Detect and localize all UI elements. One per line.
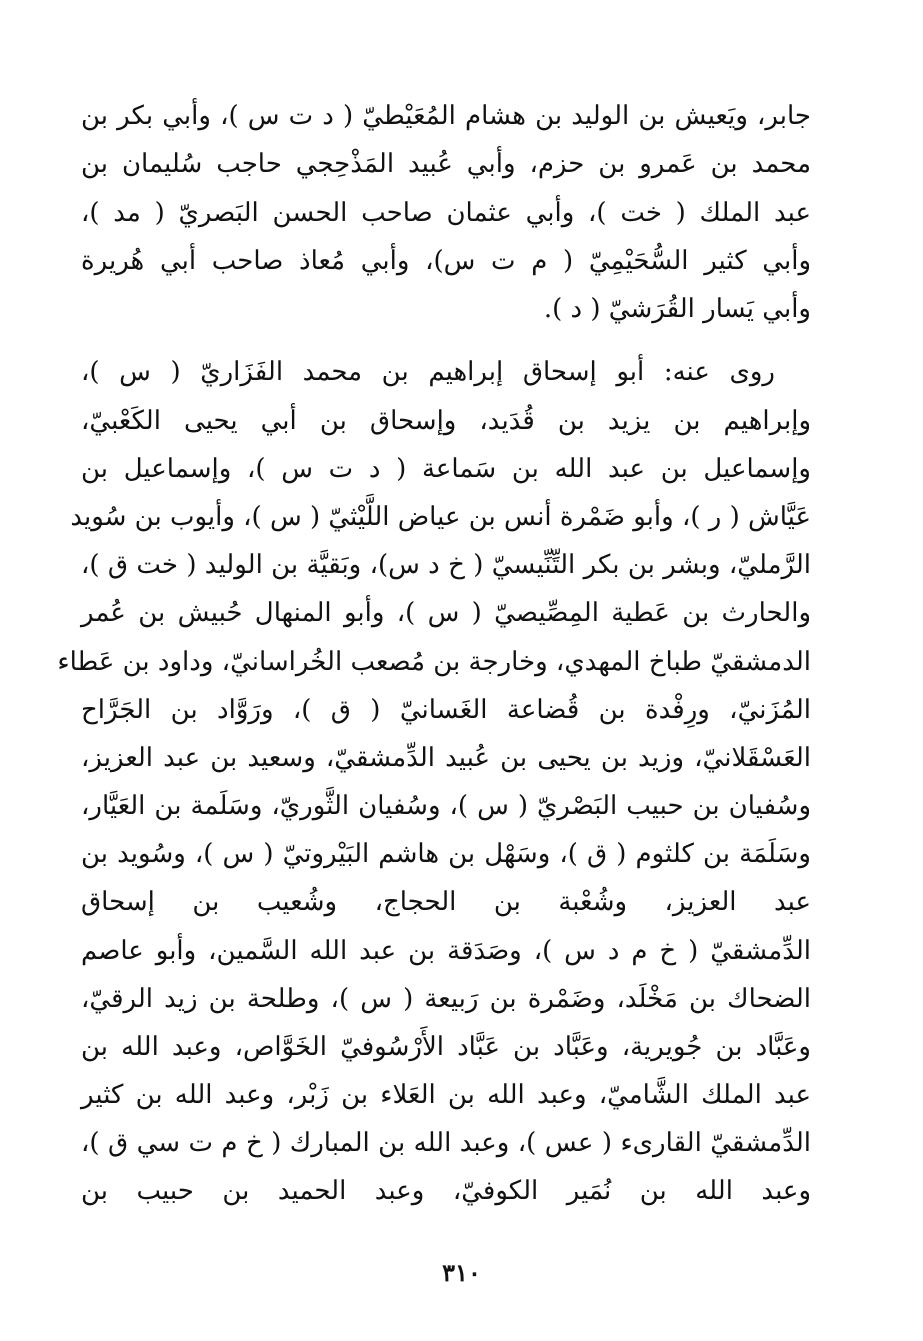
text-line: روى عنه: أبو إسحاق إبراهيم بن محمد الفَزَاريّ ( س )، [81, 357, 775, 387]
text-line: جابر، ويَعيش بن الوليد بن هشام المُعَيْطيّ ( د ت س )، وأبي بكر بن [81, 101, 811, 131]
text-line: الدِّمشقيّ ( خ م د س )، وصَدَقة بن عبد الله السَّمين، وأبو عاصم [81, 936, 811, 966]
text-line: وعَبَّاد بن جُويرية، وعَبَّاد بن عَبَّاد الأَرْسُوفيّ الخَوَّاص، وعبد الله بن [81, 1032, 811, 1062]
text-line: الدِّمشقيّ القارىء ( عس )، وعبد الله بن المبارك ( خ م ت سي ق )، [81, 1128, 811, 1158]
text-line: وأبي كثير السُّحَيْمِيّ ( م ت س)، وأبي مُعاذ صاحب أبي هُريرة [81, 246, 811, 276]
text-line: الرَّمليّ، وبشر بن بكر التِّنِّيسيّ ( خ د س)، وبَقيَّة بن الوليد ( خت ق )، [81, 550, 811, 580]
text-line: عَيَّاش ( ر )، وأبو ضَمْرة أنس بن عياض اللَّيْثيّ ( س )، وأيوب بن سُويد [70, 502, 811, 532]
text-line: وإسماعيل بن عبد الله بن سَماعة ( د ت س )، وإسماعيل بن [81, 454, 811, 484]
text-line: المُزَنيّ، ورِفْدة بن قُضاعة الغَسانيّ ( ق )، ورَوَّاد بن الجَرَّاح [81, 695, 811, 725]
text-line: وإبراهيم بن يزيد بن قُدَيد، وإسحاق بن أبي يحيى الكَعْبيّ، [81, 406, 811, 436]
text-line: وعبد الله بن نُمَير الكوفيّ، وعبد الحميد بن حبيب بن [81, 1176, 811, 1206]
text-line: الدمشقيّ طباخ المهدي، وخارجة بن مُصعب الخُراسانيّ، وداود بن عَطاء [57, 647, 811, 677]
text-line: وأبي يَسار القُرَشيّ ( د ). [543, 294, 811, 324]
page-number: ٣١٠ [442, 1258, 481, 1287]
text-line: والحارث بن عَطية المِصِّيصيّ ( س )، وأبو المنهال حُبيش بن عُمر [81, 598, 811, 628]
text-line: عبد الملك الشَّاميّ، وعبد الله بن العَلاء بن زَبْر، وعبد الله بن كثير [81, 1080, 811, 1110]
text-line: وسُفيان بن حبيب البَصْريّ ( س )، وسُفيان الثَّوريّ، وسَلَمة بن العَيَّار، [81, 791, 811, 821]
text-line: العَسْقَلانيّ، وزيد بن يحيى بن عُبيد الدِّمشقيّ، وسعيد بن عبد العزيز، [81, 743, 811, 773]
text-line: عبد العزيز، وشُعْبة بن الحجاج، وشُعيب بن إسحاق [81, 887, 811, 917]
text-line: محمد بن عَمرو بن حزم، وأبي عُبيد المَذْحِجي حاجب سُليمان بن [81, 149, 811, 179]
text-line: وسَلَمَة بن كلثوم ( ق )، وسَهْل بن هاشم البَيْروتيّ ( س )، وسُويد بن [81, 839, 811, 869]
text-line: عبد الملك ( خت )، وأبي عثمان صاحب الحسن البَصريّ ( مد )، [81, 198, 811, 228]
text-line: الضحاك بن مَخْلَد، وضَمْرة بن رَبيعة ( س )، وطلحة بن زيد الرقيّ، [81, 984, 811, 1014]
